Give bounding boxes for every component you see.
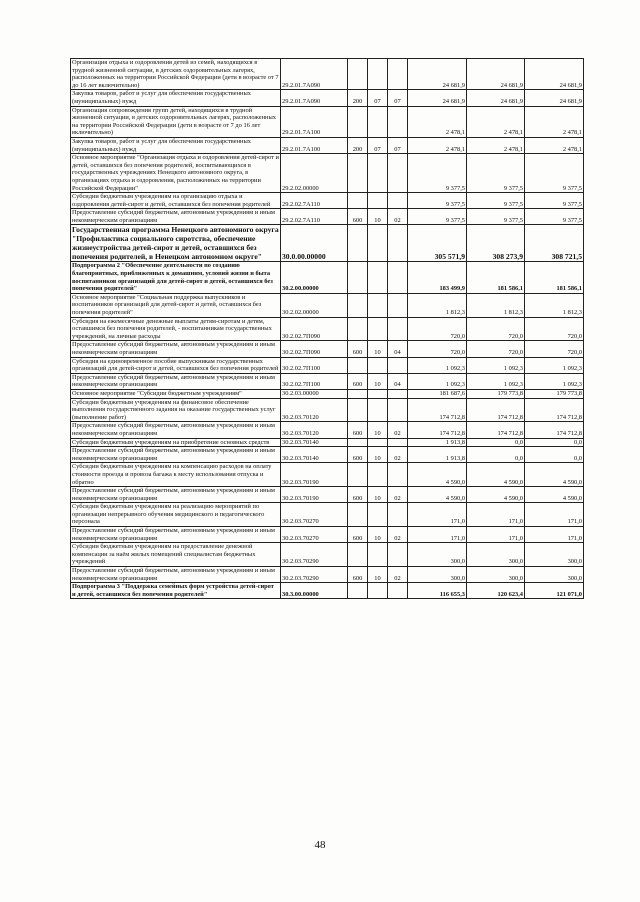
amount-year-1-cell: 1 812,3 [408,293,467,317]
amount-year-2-cell: 9 377,5 [467,209,525,225]
row-name-cell: Организация сопровождения групп детей, находящихся в трудной жизненной ситуации, в детских оздоровительных лагерях, расположенных на территории Российской Федерации (дети в возрасте от 7 до 16 лет включительно) [71,106,281,137]
target-article-code-cell: 29.2.01.7А100 [281,106,348,137]
subsection-cell: 02 [388,447,408,463]
amount-year-1-cell: 9 377,5 [408,193,467,209]
subsection-cell: 07 [388,90,408,106]
amount-year-1-cell: 4 590,0 [408,487,467,503]
amount-year-2-cell: 1 812,3 [467,293,525,317]
subsection-cell: 02 [388,527,408,543]
amount-year-2-cell: 0,0 [467,447,525,463]
subsection-cell [388,262,408,293]
amount-year-2-cell: 308 273,9 [467,225,525,262]
expense-type-cell [348,262,368,293]
amount-year-3-cell: 1 092,3 [525,373,584,389]
section-cell [368,503,388,527]
amount-year-1-cell: 24 681,9 [408,90,467,106]
target-article-code-cell: 30.2.03.70120 [281,398,348,422]
target-article-code-cell: 30.2.03.70270 [281,503,348,527]
amount-year-2-cell: 181 586,1 [467,262,525,293]
section-cell: 10 [368,373,388,389]
amount-year-2-cell: 1 092,3 [467,373,525,389]
amount-year-1-cell: 2 478,1 [408,106,467,137]
amount-year-3-cell: 9 377,5 [525,209,584,225]
table-row [71,543,584,567]
target-article-code-cell: 30.2.03.70270 [281,527,348,543]
row-name-cell: Предоставление субсидий бюджетным, автономным учреждениям и иным некоммерческим организациям [71,567,281,583]
subsection-cell [388,398,408,422]
section-cell [368,293,388,317]
section-cell [368,583,388,599]
target-article-code-cell: 30.2.02.7П090 [281,341,348,357]
expense-type-cell: 600 [348,209,368,225]
amount-year-1-cell: 181 687,6 [408,389,467,398]
expense-type-cell: 600 [348,527,368,543]
amount-year-3-cell: 121 071,0 [525,583,584,599]
section-cell: 10 [368,209,388,225]
section-cell: 07 [368,90,388,106]
amount-year-3-cell: 9 377,5 [525,193,584,209]
table-row [71,59,584,90]
table-row [71,567,584,583]
expense-type-cell: 600 [348,422,368,438]
amount-year-1-cell: 720,0 [408,341,467,357]
section-cell: 10 [368,487,388,503]
amount-year-1-cell: 183 499,9 [408,262,467,293]
row-name-cell: Субсидии бюджетным учреждениям на предоставление денежной компенсации за наём жилых помещений специалистам бюджетных учреждений [71,543,281,567]
subsection-cell: 02 [388,209,408,225]
target-article-code-cell: 30.2.03.70140 [281,447,348,463]
amount-year-3-cell: 308 721,5 [525,225,584,262]
amount-year-3-cell: 171,0 [525,503,584,527]
subsection-cell [388,225,408,262]
target-article-code-cell: 29.2.02.00000 [281,154,348,193]
subsection-cell [388,59,408,90]
amount-year-3-cell: 4 590,0 [525,463,584,487]
amount-year-1-cell: 1 913,8 [408,438,467,447]
amount-year-3-cell: 720,0 [525,317,584,341]
row-name-cell: Предоставление субсидий бюджетным, автономным учреждениям и иным некоммерческим организациям [71,422,281,438]
table-row [71,373,584,389]
subsection-cell: 02 [388,487,408,503]
subsection-cell [388,317,408,341]
amount-year-1-cell: 305 571,9 [408,225,467,262]
expense-type-cell: 200 [348,90,368,106]
amount-year-3-cell: 4 590,0 [525,487,584,503]
section-cell [368,59,388,90]
section-cell: 10 [368,341,388,357]
target-article-code-cell: 29.2.01.7А090 [281,59,348,90]
subsection-cell [388,106,408,137]
row-name-cell: Предоставление субсидий бюджетным, автономным учреждениям и иным некоммерческим организациям [71,447,281,463]
amount-year-3-cell: 174 712,8 [525,398,584,422]
amount-year-2-cell: 9 377,5 [467,193,525,209]
amount-year-3-cell: 300,0 [525,543,584,567]
subsection-cell [388,503,408,527]
row-name-cell: Основное мероприятие "Организация отдыха и оздоровления детей-сирот и детей, оставшихся без попечения родителей, воспитывающихся в государственных учреждениях Ненецкого автономного округа, в организациях отдыха и оздоровления, расположенных на территории Российской Федерации" [72,154,279,192]
table-row [71,447,584,463]
amount-year-1-cell: 1 913,8 [408,447,467,463]
target-article-code-cell: 29.2.02.7А110 [281,209,348,225]
row-name-cell: Подпрограмма 2 "Обеспечение деятельности по созданию благоприятных, приближенных к домашним, условий жизни и быта воспитанников организаций для детей-сирот и детей, оставшихся без попечения родителей" [71,262,281,293]
subsection-cell [388,543,408,567]
expense-type-cell [348,357,368,373]
section-cell [368,389,388,398]
amount-year-2-cell: 24 681,9 [467,90,525,106]
expense-type-cell [348,154,368,193]
amount-year-3-cell: 24 681,9 [525,90,584,106]
target-article-code-cell: 30.3.00.00000 [281,583,348,599]
table-row [71,341,584,357]
amount-year-2-cell: 2 478,1 [467,137,525,153]
table-row [71,293,584,317]
budget-table [70,58,584,599]
amount-year-1-cell: 1 092,3 [408,373,467,389]
row-name-cell: Предоставление субсидий бюджетным, автономным учреждениям и иным некоммерческим организациям [71,373,281,389]
amount-year-1-cell: 171,0 [408,503,467,527]
amount-year-2-cell: 1 092,3 [467,357,525,373]
table-row [71,463,584,487]
table-row [71,422,584,438]
section-cell [368,154,388,193]
section-cell [368,398,388,422]
expense-type-cell [348,398,368,422]
amount-year-1-cell: 9 377,5 [408,154,467,193]
amount-year-1-cell: 2 478,1 [408,137,467,153]
expense-type-cell [348,193,368,209]
row-name-cell: Субсидия на единовременное пособие выпускникам государственных организаций для детей-сирот и детей, оставшихся без попечения родителей [71,357,281,373]
amount-year-1-cell: 1 092,3 [408,357,467,373]
amount-year-3-cell: 2 478,1 [525,106,584,137]
expense-type-cell: 600 [348,341,368,357]
row-name-cell: Субсидии бюджетным учреждениям на компенсацию расходов на оплату стоимости проезда и провоза багажа к месту использования отпуска и обратно [71,463,281,487]
table-row [71,389,584,398]
amount-year-3-cell: 174 712,8 [525,422,584,438]
expense-type-cell [348,59,368,90]
section-cell [368,543,388,567]
target-article-code-cell: 30.2.03.70190 [281,463,348,487]
expense-type-cell: 200 [348,137,368,153]
subsection-cell [388,463,408,487]
amount-year-2-cell: 120 623,4 [467,583,525,599]
amount-year-2-cell: 174 712,8 [467,398,525,422]
target-article-code-cell: 30.2.03.70190 [281,487,348,503]
amount-year-1-cell: 9 377,5 [408,209,467,225]
target-article-code-cell: 30.2.03.70120 [281,422,348,438]
section-cell [368,438,388,447]
amount-year-2-cell: 4 590,0 [467,463,525,487]
expense-type-cell [348,317,368,341]
amount-year-1-cell: 174 712,8 [408,398,467,422]
row-name-cell: Субсидии бюджетным учреждениям на финансовое обеспечение выполнения государственного задания на оказание государственных услуг (выполнение работ) [71,398,281,422]
amount-year-1-cell: 171,0 [408,527,467,543]
section-cell [368,106,388,137]
amount-year-2-cell: 171,0 [467,527,525,543]
expense-type-cell [348,225,368,262]
section-cell [368,193,388,209]
expense-type-cell [348,583,368,599]
section-cell: 10 [368,447,388,463]
amount-year-2-cell: 9 377,5 [467,154,525,193]
expense-type-cell: 600 [348,447,368,463]
amount-year-1-cell: 300,0 [408,567,467,583]
table-row [71,583,584,599]
expense-type-cell [348,463,368,487]
budget-table-body [71,59,584,599]
table-row [71,193,584,209]
table-row [71,357,584,373]
section-cell: 07 [368,137,388,153]
section-cell [368,357,388,373]
amount-year-2-cell: 720,0 [467,317,525,341]
amount-year-1-cell: 174 712,8 [408,422,467,438]
table-row [71,398,584,422]
subsection-cell: 04 [388,341,408,357]
table-row [71,106,584,137]
table-row [71,154,584,193]
expense-type-cell [348,293,368,317]
amount-year-2-cell: 174 712,8 [467,422,525,438]
amount-year-3-cell: 179 773,8 [525,389,584,398]
amount-year-1-cell: 720,0 [408,317,467,341]
amount-year-3-cell: 720,0 [525,341,584,357]
amount-year-2-cell: 300,0 [467,567,525,583]
target-article-code-cell: 30.0.00.00000 [281,225,348,262]
expense-type-cell: 600 [348,373,368,389]
target-article-code-cell: 30.2.00.00000 [281,262,348,293]
row-name-cell: Основное мероприятие "Социальная поддержка выпускников и воспитанников организаций для детей-сирот и детей, оставшихся без попечения родителей" [71,293,281,317]
amount-year-3-cell: 300,0 [525,567,584,583]
row-name-cell: Закупка товаров, работ и услуг для обеспечения государственных (муниципальных) нужд [71,90,281,106]
amount-year-2-cell: 300,0 [467,543,525,567]
section-cell [368,317,388,341]
expense-type-cell [348,438,368,447]
amount-year-3-cell: 181 586,1 [525,262,584,293]
amount-year-2-cell: 24 681,9 [467,59,525,90]
amount-year-2-cell: 2 478,1 [467,106,525,137]
section-cell: 10 [368,422,388,438]
expense-type-cell [348,106,368,137]
expense-type-cell [348,543,368,567]
amount-year-3-cell: 24 681,9 [525,59,584,90]
row-name-cell: Предоставление субсидий бюджетным, автономным учреждениям и иным некоммерческим организациям [71,209,281,225]
table-row [71,438,584,447]
amount-year-3-cell: 171,0 [525,527,584,543]
expense-type-cell [348,503,368,527]
subsection-cell: 02 [388,567,408,583]
target-article-code-cell: 30.2.02.00000 [281,293,348,317]
target-article-code-cell: 30.2.03.70290 [281,567,348,583]
target-article-code-cell: 29.2.02.7А110 [281,193,348,209]
target-article-code-cell: 30.2.03.00000 [281,389,348,398]
expense-type-cell: 600 [348,487,368,503]
target-article-code-cell: 30.2.02.7П090 [281,317,348,341]
row-name-cell: Субсидии бюджетным учреждениям на организацию отдыха и оздоровления детей-сирот и детей, оставшихся без попечения родителей [71,193,281,209]
row-name-cell: Организация отдыха и оздоровления детей из семей, находящихся в трудной жизненной ситуации, в детских оздоровительных лагерях, расположенных на территории Российской Федерации (дети в возрасте от 7 до 16 лет включительно) [72,59,279,89]
amount-year-3-cell: 2 478,1 [525,137,584,153]
table-row [71,225,584,262]
section-cell [368,463,388,487]
row-name-cell: Субсидии бюджетным учреждениям на реализацию мероприятий по организации непрерывного обучения медицинского и педагогического персонала [71,503,281,527]
subsection-cell: 07 [388,137,408,153]
section-cell [368,262,388,293]
target-article-code-cell: 30.2.03.70290 [281,543,348,567]
target-article-code-cell: 30.2.02.7П100 [281,373,348,389]
expense-type-cell [348,389,368,398]
table-row [71,262,584,293]
target-article-code-cell: 29.2.01.7А090 [281,90,348,106]
amount-year-1-cell: 4 590,0 [408,463,467,487]
amount-year-3-cell: 1 092,3 [525,357,584,373]
amount-year-1-cell: 24 681,9 [408,59,467,90]
expense-type-cell: 600 [348,567,368,583]
row-name-cell: Закупка товаров, работ и услуг для обеспечения государственных (муниципальных) нужд [71,137,281,153]
subsection-cell [388,389,408,398]
page-number: 48 [314,839,326,851]
subsection-cell [388,193,408,209]
amount-year-2-cell: 0,0 [467,438,525,447]
amount-year-3-cell: 0,0 [525,438,584,447]
amount-year-1-cell: 116 655,3 [408,583,467,599]
subsection-cell [388,357,408,373]
table-row [71,209,584,225]
target-article-code-cell: 30.2.03.70140 [281,438,348,447]
subsection-cell [388,154,408,193]
row-name-cell: Подпрограмма 3 "Поддержка семейных форм устройства детей-сирот и детей, оставшихся без попечения родителей" [71,583,281,599]
subsection-cell [388,438,408,447]
section-cell: 10 [368,567,388,583]
target-article-code-cell: 29.2.01.7А100 [281,137,348,153]
amount-year-2-cell: 171,0 [467,503,525,527]
row-name-cell: Государственная программа Ненецкого автономного округа "Профилактика социального сиротства, обеспечение жизнеустройства детей-сирот и детей, оставшихся без попечения родителей, в Ненецком автономном округе" [72,225,279,262]
amount-year-3-cell: 9 377,5 [525,154,584,193]
subsection-cell [388,293,408,317]
amount-year-3-cell: 1 812,3 [525,293,584,317]
amount-year-2-cell: 179 773,8 [467,389,525,398]
amount-year-2-cell: 720,0 [467,341,525,357]
subsection-cell: 04 [388,373,408,389]
amount-year-3-cell: 0,0 [525,447,584,463]
row-name-cell: Субсидии бюджетным учреждениям на приобретение основных средств [71,438,281,447]
amount-year-2-cell: 4 590,0 [467,487,525,503]
table-row [71,527,584,543]
row-name-cell: Предоставление субсидий бюджетным, автономным учреждениям и иным некоммерческим организациям [71,487,281,503]
amount-year-1-cell: 300,0 [408,543,467,567]
table-row [71,503,584,527]
subsection-cell [388,583,408,599]
section-cell: 10 [368,527,388,543]
table-row [71,317,584,341]
row-name-cell: Предоставление субсидий бюджетным, автономным учреждениям и иным некоммерческим организациям [71,341,281,357]
row-name-cell: Предоставление субсидий бюджетным, автономным учреждениям и иным некоммерческим организациям [71,527,281,543]
table-row [71,90,584,106]
section-cell [368,225,388,262]
table-row [71,487,584,503]
row-name-cell: Субсидия на ежемесячные денежные выплаты детям-сиротам и детям, оставшимся без попечения родителей, - воспитанникам государственных учреждений, на личные расходы [71,317,281,341]
row-name-cell: Основное мероприятие "Субсидии бюджетным учреждениям" [71,389,281,398]
subsection-cell: 02 [388,422,408,438]
table-row [71,137,584,153]
target-article-code-cell: 30.2.02.7П100 [281,357,348,373]
